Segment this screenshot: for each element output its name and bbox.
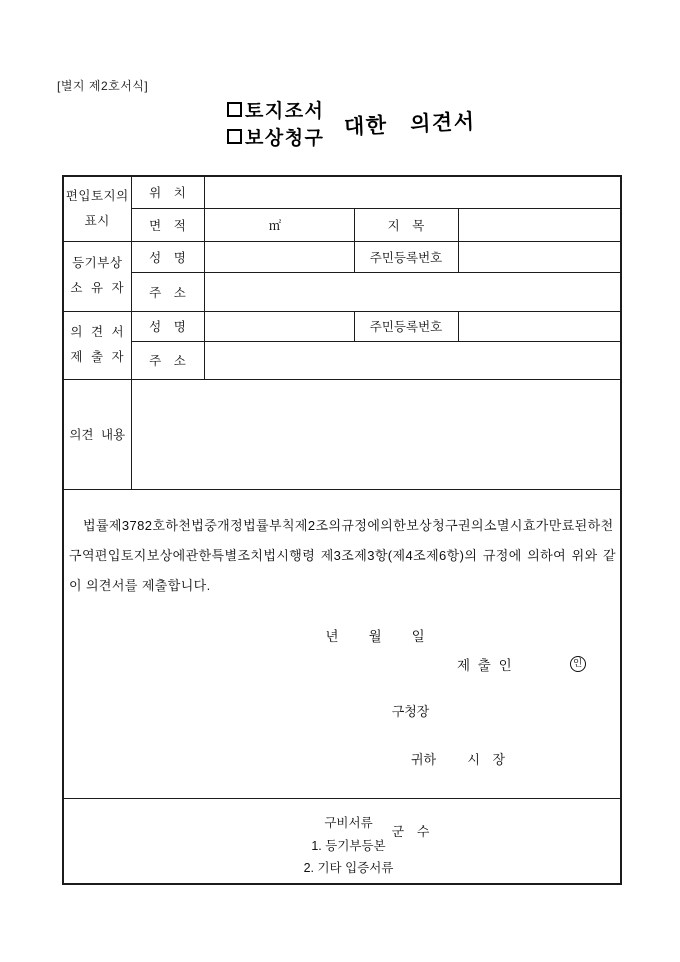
addressee-mayor-line <box>316 724 505 820</box>
opinion-content-label: 의견 내용 <box>63 379 131 489</box>
section-label-registered-owner-line2: 소 유 자 <box>70 281 125 295</box>
section-label-included-land-line1: 편입토지의 <box>65 188 129 203</box>
submitter-resident-id-label: 주민등록번호 <box>354 311 458 341</box>
submitter-signature-line <box>457 654 586 674</box>
section-label-opinion-submitter-line1: 의 견 서 <box>70 325 125 339</box>
submitter-signature-label: 제 출 인 <box>457 657 512 673</box>
compensation-claim-checkbox[interactable] <box>227 129 242 144</box>
submitter-name-label: 성 명 <box>131 311 204 341</box>
addressee-block <box>316 700 505 844</box>
owner-address-label: 주 소 <box>131 272 204 311</box>
category-label: 지 목 <box>354 208 458 241</box>
required-documents-heading: 구비서류 <box>324 815 373 830</box>
seal-icon: 인 <box>570 656 586 672</box>
owner-resident-id-value-cell[interactable] <box>458 241 621 272</box>
title-option-land-register <box>227 96 324 123</box>
addressee-county-chief: 군 수 <box>391 823 430 839</box>
location-label: 위 치 <box>131 176 204 208</box>
title-option-compensation-claim-label: 보상청구 <box>245 128 325 149</box>
title-option-compensation-claim <box>227 123 324 150</box>
title-option-land-register-label: 토지조서 <box>245 101 325 122</box>
category-value-cell[interactable] <box>458 208 621 241</box>
area-value-cell[interactable] <box>204 208 354 241</box>
addressee-honorific: 귀하 <box>411 751 437 767</box>
date-month-label: 월 <box>368 628 382 644</box>
addressee-mayor: 시 장 <box>467 751 506 767</box>
square-meter-unit: ㎡ <box>268 218 282 233</box>
required-document-item: 2. 기타 입증서류 <box>303 860 394 875</box>
land-register-checkbox[interactable] <box>227 102 242 117</box>
submitter-address-label: 주 소 <box>131 341 204 379</box>
submitter-address-value-cell[interactable] <box>204 341 621 379</box>
opinion-content-cell[interactable] <box>131 379 621 489</box>
section-label-registered-owner <box>63 241 131 311</box>
submitter-name-value-cell[interactable] <box>204 311 354 341</box>
opinion-form-table <box>62 175 622 885</box>
section-label-opinion-submitter <box>63 311 131 379</box>
area-label: 면 적 <box>131 208 204 241</box>
declaration-text: 법률제3782호하천법중개정법률부칙제2조의규정에의한보상청구권의소멸시효가만료된하천구역편입토지보상에관한특별조치법시행령 제3조제3항(제4조제6항)의 규정에 의하여 위와 같이 의견서를 제출합니다. <box>69 517 616 593</box>
submitter-resident-id-value-cell[interactable] <box>458 311 621 341</box>
required-document-item: 1. 등기부등본 <box>311 838 386 853</box>
date-day-label: 일 <box>411 628 425 644</box>
date-line <box>288 610 425 660</box>
owner-address-value-cell[interactable] <box>204 272 621 311</box>
owner-name-label: 성 명 <box>131 241 204 272</box>
section-label-registered-owner-line1: 등기부상 <box>72 256 123 270</box>
section-label-opinion-submitter-line2: 제 출 자 <box>70 350 125 364</box>
addressee-district-chief: 구청장 <box>391 703 430 719</box>
location-value-cell[interactable] <box>204 176 621 208</box>
section-label-included-land-line2: 표시 <box>84 213 110 228</box>
owner-resident-id-label: 주민등록번호 <box>354 241 458 272</box>
owner-name-value-cell[interactable] <box>204 241 354 272</box>
date-year-label: 년 <box>325 628 339 644</box>
section-label-included-land <box>63 176 131 241</box>
page-title: 대한 의견서 <box>343 110 477 139</box>
form-number-note: [별지 제2호서식] <box>57 79 149 93</box>
